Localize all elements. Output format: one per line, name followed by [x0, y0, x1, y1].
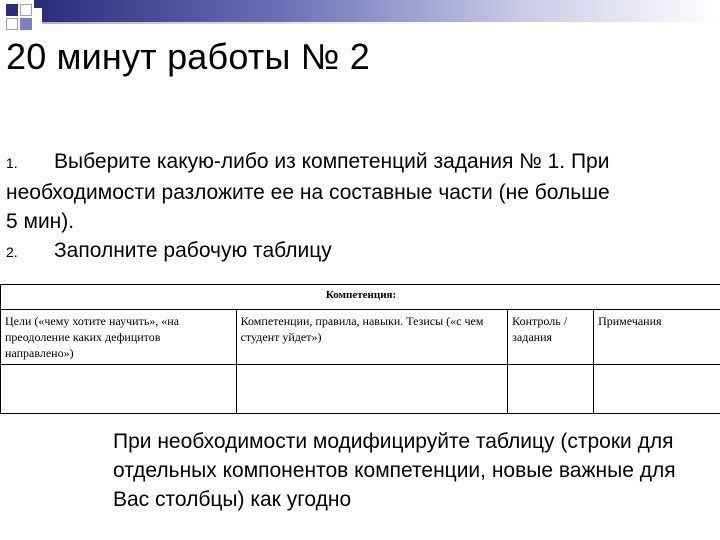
- list-item: [6, 236, 626, 267]
- table-cell[interactable]: [236, 365, 508, 414]
- work-table: [0, 284, 720, 414]
- table-cell[interactable]: [594, 365, 720, 414]
- list-item-number: 1.: [6, 155, 18, 171]
- header-gradient-line: [42, 22, 442, 24]
- list-item-text: Заполните рабочую таблицу: [54, 239, 332, 262]
- table-cell[interactable]: [1, 365, 237, 414]
- header-gradient-bar: [42, 0, 720, 22]
- competency-caption: Компетенция:: [1, 285, 720, 310]
- decor-square: [34, 0, 42, 8]
- table-row: [1, 365, 720, 414]
- list-item-number: 2.: [6, 244, 18, 260]
- table-cell[interactable]: [508, 365, 594, 414]
- column-header-competencies: Компетенции, правила, навыки. Тезисы («с чем студент уйдет»): [236, 310, 508, 365]
- decor-square: [20, 18, 32, 30]
- page-title: 20 минут работы № 2: [6, 36, 370, 77]
- column-header-control: Контроль / задания: [508, 310, 594, 365]
- list-item: [6, 147, 626, 236]
- list-item-text: Выберите какую-либо из компетенций задания № 1. При необходимости разложите ее на составные части (не больше 5 мин).: [6, 150, 610, 233]
- decor-square: [6, 4, 18, 16]
- modification-note: При необходимости модифицируйте таблицу (строки для отдельных компонентов компетенции, новые важные для Вас столбцы) как угодно: [113, 430, 676, 511]
- instruction-list: [6, 147, 626, 267]
- table-header-row: [1, 310, 720, 365]
- column-header-goals: Цели («чему хотите научить», «на преодоление каких дефицитов направлено»): [1, 310, 237, 365]
- column-header-notes: Примечания: [594, 310, 720, 365]
- decor-square: [20, 4, 32, 16]
- decor-square: [6, 18, 18, 30]
